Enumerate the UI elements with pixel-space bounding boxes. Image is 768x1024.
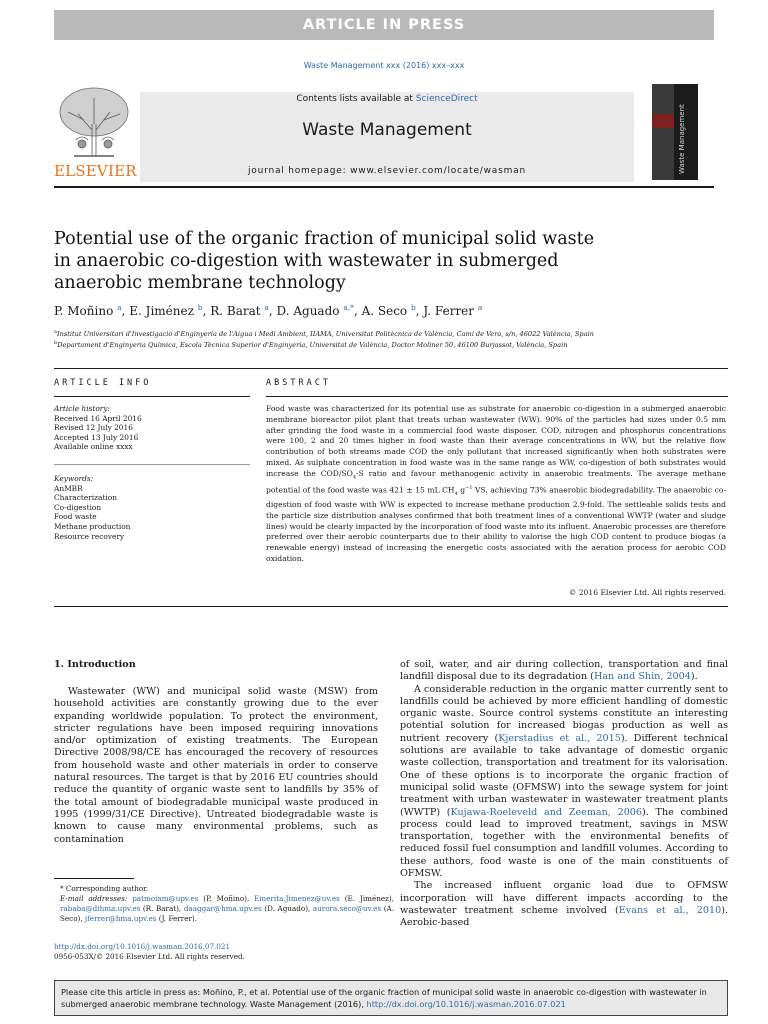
affiliation-a — [54, 329, 714, 338]
cover-accent — [652, 114, 674, 128]
abstract-part: VS, achieving 73% anaerobic biodegradability. The anaerobic co-digestion of food waste with WW is expected to increase methane production 2.9-fold. The settleable solids tests and the particle size distribution analyses confirmed that both treatment lines of a conventional WWTP (water and sludge lines) would be clearly impacted by the incorporation of food waste into its influent. Anaerobic processes are therefore preferred over their aerobic counterparts due to their ability to valorise the high COD content to produce biogas (a renewable energy) instead of increasing the energetic costs associated with the aeration process for aerobic COD oxidation. — [266, 485, 727, 563]
abstract-label: ABSTRACT — [266, 378, 331, 388]
author-name: R. Barat — [210, 304, 261, 318]
doi-link[interactable]: http://dx.doi.org/10.1016/j.wasman.2016.07.021 — [54, 942, 231, 951]
header-rule — [54, 368, 728, 369]
journal-cover-image — [652, 84, 698, 180]
email-label: E-mail addresses: — [60, 894, 128, 903]
citation-link[interactable]: Evans et al., 2010 — [618, 904, 722, 916]
author-affil-mark[interactable]: a — [117, 303, 122, 312]
affiliation-b — [54, 340, 714, 349]
author-affil-mark[interactable]: a,* — [343, 303, 354, 312]
footnotes — [54, 884, 394, 924]
history-accepted: Accepted 13 July 2016 — [54, 432, 139, 442]
email-link[interactable]: rababa@dihma.upv.es — [60, 904, 141, 913]
email-owner: (E. Jiménez), — [344, 894, 394, 903]
article-title: Potential use of the organic fraction of municipal solid waste in anaerobic co-digestion with wastewater in submerged anaerobic membrane technology — [54, 229, 595, 293]
sciencedirect-link[interactable]: ScienceDirect — [415, 94, 478, 104]
citation-doi-link[interactable]: http://dx.doi.org/10.1016/j.wasman.2016.07.021 — [366, 999, 566, 1009]
intro-heading: 1. Introduction — [54, 659, 136, 670]
email-link[interactable]: jferrer@hma.upv.es — [84, 914, 157, 923]
keyword: Food waste — [54, 512, 97, 522]
article-info-label: ARTICLE INFO — [54, 378, 152, 388]
author-affil-mark[interactable]: b — [410, 303, 416, 312]
email-link[interactable]: aurora.seco@uv.es — [312, 904, 382, 913]
text-run: ). The combined process could lead to improved treatment, savings in MSW transportation, together with the environmental benefits of reduced fossil fuel consumption and landfill volumes. According to these authors, food waste is one of the main constituents of OFMSW. — [400, 806, 728, 880]
intro-left-column — [54, 686, 378, 846]
citation-link[interactable]: Kjerstadius et al., 2015 — [498, 732, 621, 744]
elsevier-logo — [54, 84, 137, 182]
doi-block — [54, 942, 394, 962]
keyword: Resource recovery — [54, 531, 125, 541]
keyword: Co-digestion — [54, 502, 102, 512]
info-rule — [54, 396, 250, 397]
article-history — [54, 404, 244, 452]
author-list: P. Moñino $^a$, E. Jiménez $^b$, R. Barat $^a$, D. Aguado $^{a,*}$, A. Seco $^b$, J. Ferrer $^a$ — [54, 303, 483, 318]
abstract-subscript: 4 — [454, 491, 458, 498]
keyword: Characterization — [54, 493, 117, 503]
text-run: A considerable reduction in the organic matter currently sent to landfills could be achieved by more efficient handling of domestic organic waste. Source control systems constitute an interesting potential solution for increased biogas production as well as nutrient recovery ( — [400, 683, 728, 744]
masthead — [54, 84, 714, 182]
author-name: D. Aguado — [276, 304, 340, 318]
cover-title: Waste Management — [678, 104, 686, 174]
abstract-rule — [266, 396, 728, 397]
affiliation-mark: a — [54, 329, 57, 335]
intro-paragraph — [400, 659, 728, 684]
keyword: Methane production — [54, 521, 131, 531]
author-affil-mark[interactable]: a — [264, 303, 269, 312]
author-affil-mark[interactable]: b — [197, 303, 203, 312]
email-link[interactable]: Emerita.Jimenez@uv.es — [254, 894, 340, 903]
email-addresses — [54, 894, 394, 924]
history-heading: Article history: — [54, 404, 110, 413]
intro-paragraph — [400, 684, 728, 881]
abstract-superscript: −1 — [465, 485, 473, 492]
email-link[interactable]: patmoiam@upv.es — [132, 894, 199, 903]
author-name: P. Moñino — [54, 304, 114, 318]
text-run: The increased influent organic load due to OFMSW incorporation will have different impacts according to the wastewater treatment scheme involved ( — [400, 880, 728, 916]
history-revised: Revised 12 July 2016 — [54, 423, 133, 433]
abstract-copyright: © 2016 Elsevier Ltd. All rights reserved. — [568, 588, 726, 597]
journal-reference[interactable]: Waste Management xxx (2016) xxx–xxx — [303, 61, 465, 70]
article-in-press-banner: ARTICLE IN PRESS — [54, 10, 714, 40]
keywords-heading: Keywords: — [54, 474, 94, 483]
issn-line: 0956-053X/© 2016 Elsevier Ltd. All rights reserved. — [54, 952, 245, 961]
masthead-center — [140, 92, 634, 182]
history-received: Received 16 April 2016 — [54, 413, 142, 423]
author-name: J. Ferrer — [423, 304, 475, 318]
email-owner: (A. Seco), — [60, 904, 394, 923]
text-run: ). Different technical solutions are available to take advantage of domestic organic waste collection, transportation and treatment for its valorisation. One of these options is to incorporate the organic fraction of municipal solid waste (OFMSW) into the sewage system for joint treatment with urban wastewater in wastewater treatment plants (WWTP) ( — [400, 732, 729, 818]
affiliation-text: Departament d'Enginyeria Química, Escola Tècnica Superior d'Enginyeria, Universitat de València, Doctor Moliner 50, 46100 Burjassot, València, Spain — [57, 341, 568, 350]
abstract-part: g — [457, 485, 466, 495]
intro-paragraph — [400, 880, 728, 929]
citation-box — [54, 980, 728, 1016]
intro-paragraph: Wastewater (WW) and municipal solid waste (MSW) from household activities are constantly growing due to the ever expanding worldwide population. To protect the environment, stricter regulations have been imposed requiring innovations and/or optimization of existing treatments. The European Directive 2008/98/CE has encouraged the recovery of resources from household waste and other materials in order to conserve natural resources. The target is that by 2016 EU countries should reduce the quantity of organic waste sent to landfills by 35% of the total amount of biodegradable municipal waste produced in 1995 (1999/31/CE Directive). Untreated biodegradable waste is known to cause many environmental problems, such as contamination — [54, 686, 378, 845]
abstract-bottom-rule — [54, 606, 728, 607]
affiliation-mark: b — [54, 340, 58, 346]
intro-right-column — [400, 659, 728, 930]
journal-homepage[interactable]: journal homepage: www.elsevier.com/locate/wasman — [248, 166, 526, 176]
contents-prefix: Contents lists available at — [296, 94, 416, 104]
keywords-rule — [54, 464, 250, 465]
text-run: ). Aerobic-based — [400, 904, 728, 929]
citation-text: Please cite this article in press as: Moñino, P., et al. Potential use of the organic fraction of municipal solid waste in anaerobic co-digestion with wastewater in submerged anaerobic membrane technology. Waste Management (2016), — [61, 987, 707, 1009]
text-run: of soil, water, and air during collection, transportation and final landfill disposal due to its degradation ( — [400, 659, 728, 683]
citation-link[interactable]: Han and Shin, 2004 — [593, 671, 691, 683]
masthead-divider — [54, 186, 714, 188]
keywords — [54, 474, 244, 541]
text-run: ). — [690, 671, 698, 683]
abstract-part: -S ratio and favour methanogenic activity in anaerobic treatments. The average methane potential of the food waste was 421 ± 15 mL CH — [266, 468, 726, 495]
author-name: A. Seco — [361, 304, 408, 318]
email-owner: (D. Aguado), — [264, 904, 311, 913]
abstract-text — [266, 404, 726, 565]
top-banner — [0, 0, 768, 52]
abstract-subscript: 4 — [352, 474, 357, 481]
email-owner: (R. Barat), — [142, 904, 182, 913]
footnote-rule — [54, 878, 134, 879]
elsevier-tree-icon — [54, 84, 134, 160]
email-link[interactable]: daaggar@hma.upv.es — [183, 904, 262, 913]
elsevier-wordmark: ELSEVIER — [54, 162, 137, 180]
citation-link[interactable]: Kujawa-Roeleveld and Zeeman, 2006 — [450, 806, 643, 818]
contents-line — [140, 94, 634, 104]
corresponding-author: * Corresponding author. — [60, 884, 149, 893]
affiliation-text: Institut Universitari d'Investigació d'Enginyeria de l'Aigua i Medi Ambient, IIAMA, Universitat Politècnica de València, Camí de Vera, s/n, 46022 València, Spain — [56, 330, 594, 339]
cover-band — [652, 84, 674, 180]
author-name: E. Jiménez — [129, 304, 194, 318]
author-affil-mark[interactable]: a — [477, 303, 483, 312]
email-owner: (J. Ferrer). — [158, 914, 197, 923]
history-online: Available online xxxx — [54, 442, 133, 452]
keyword: AnMBR — [54, 483, 83, 493]
email-owner: (P. Moñino), — [203, 894, 250, 903]
abstract-part: Food waste was characterized for its potential use as substrate for anaerobic co-digestion in a submerged anaerobic membrane bioreactor pilot plant that treats urban wastewater (WW). 90% of the particles had sizes under 0.5 mm after grinding the food waste in a commercial food waste disposer. COD, nitrogen and phosphorus concentrations were 100, 2 and 20 times higher in food waste than their average concentrations in WW, but the relative flow contribution of both streams made COD the only pollutant that increased significantly when both substrates were mixed. As sulphate concentration in food waste was in the same range as WW, co-digestion of both substrates would increase the COD/SO — [266, 404, 726, 478]
journal-name: Waste Management — [302, 120, 472, 140]
